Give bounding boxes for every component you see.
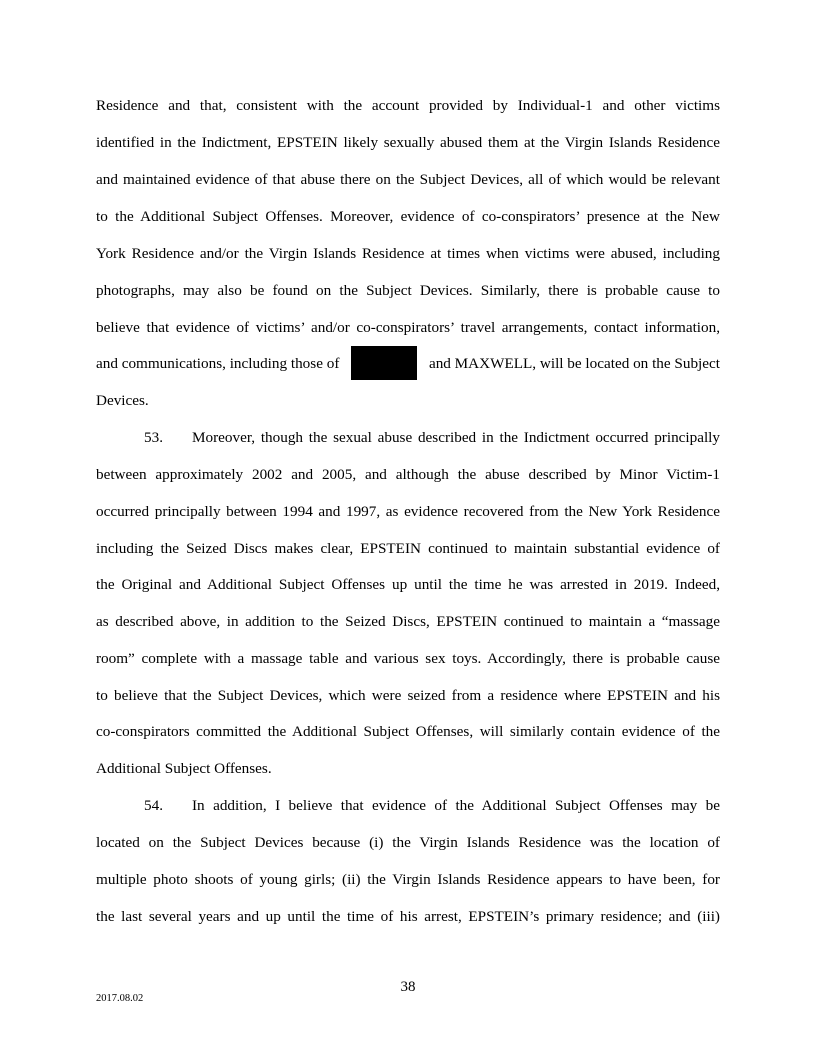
body-line: to the Additional Subject Offenses. Moreover, evidence of co-conspirators’ presence at the New (96, 208, 720, 225)
body-line: as described above, in addition to the Seized Discs, EPSTEIN continued to maintain a “massage (96, 613, 720, 630)
document-id: 2017.08.02 (96, 993, 144, 1004)
body-line: multiple photo shoots of young girls; (ii) the Virgin Islands Residence appears to have been, for (96, 871, 720, 888)
body-line-part: and communications, including those of (96, 355, 340, 372)
page-number: 38 (400, 979, 416, 995)
body-line: the Original and Additional Subject Offenses up until the time he was arrested in 2019. Indeed, (96, 576, 720, 593)
body-line: Devices. (96, 392, 149, 409)
body-line: the last several years and up until the time of his arrest, EPSTEIN’s primary residence; and (iii) (96, 908, 720, 925)
body-line: between approximately 2002 and 2005, and although the abuse described by Minor Victim-1 (96, 466, 720, 483)
body-line: located on the Subject Devices because (i) the Virgin Islands Residence was the location of (96, 834, 720, 851)
body-line: co-conspirators committed the Additional Subject Offenses, will similarly contain evidence of the (96, 723, 720, 740)
body-line: believe that evidence of victims’ and/or co-conspirators’ travel arrangements, contact information, (96, 319, 720, 336)
body-line: to believe that the Subject Devices, which were seized from a residence where EPSTEIN and his (96, 687, 720, 704)
body-line-redacted (96, 354, 720, 374)
body-line: photographs, may also be found on the Subject Devices. Similarly, there is probable cause to (96, 282, 720, 299)
body-line: room” complete with a massage table and various sex toys. Accordingly, there is probable cause (96, 650, 720, 667)
body-line: and maintained evidence of that abuse there on the Subject Devices, all of which would be relevant (96, 171, 720, 188)
body-line: Moreover, though the sexual abuse described in the Indictment occurred principally (192, 429, 720, 446)
redaction-box (351, 346, 417, 380)
paragraph-number: 53. (144, 429, 163, 446)
body-line: Residence and that, consistent with the account provided by Individual-1 and other victims (96, 97, 720, 114)
paragraph-number: 54. (144, 797, 163, 814)
body-line: Additional Subject Offenses. (96, 760, 272, 777)
body-line: identified in the Indictment, EPSTEIN likely sexually abused them at the Virgin Islands Residence (96, 134, 720, 151)
body-line: occurred principally between 1994 and 1997, as evidence recovered from the New York Residence (96, 503, 720, 520)
body-line-part: and MAXWELL, will be located on the Subject (428, 355, 720, 372)
body-line: including the Seized Discs makes clear, EPSTEIN continued to maintain substantial evidence of (96, 540, 720, 557)
body-line: York Residence and/or the Virgin Islands Residence at times when victims were abused, including (96, 245, 720, 262)
body-line: In addition, I believe that evidence of the Additional Subject Offenses may be (192, 797, 720, 814)
